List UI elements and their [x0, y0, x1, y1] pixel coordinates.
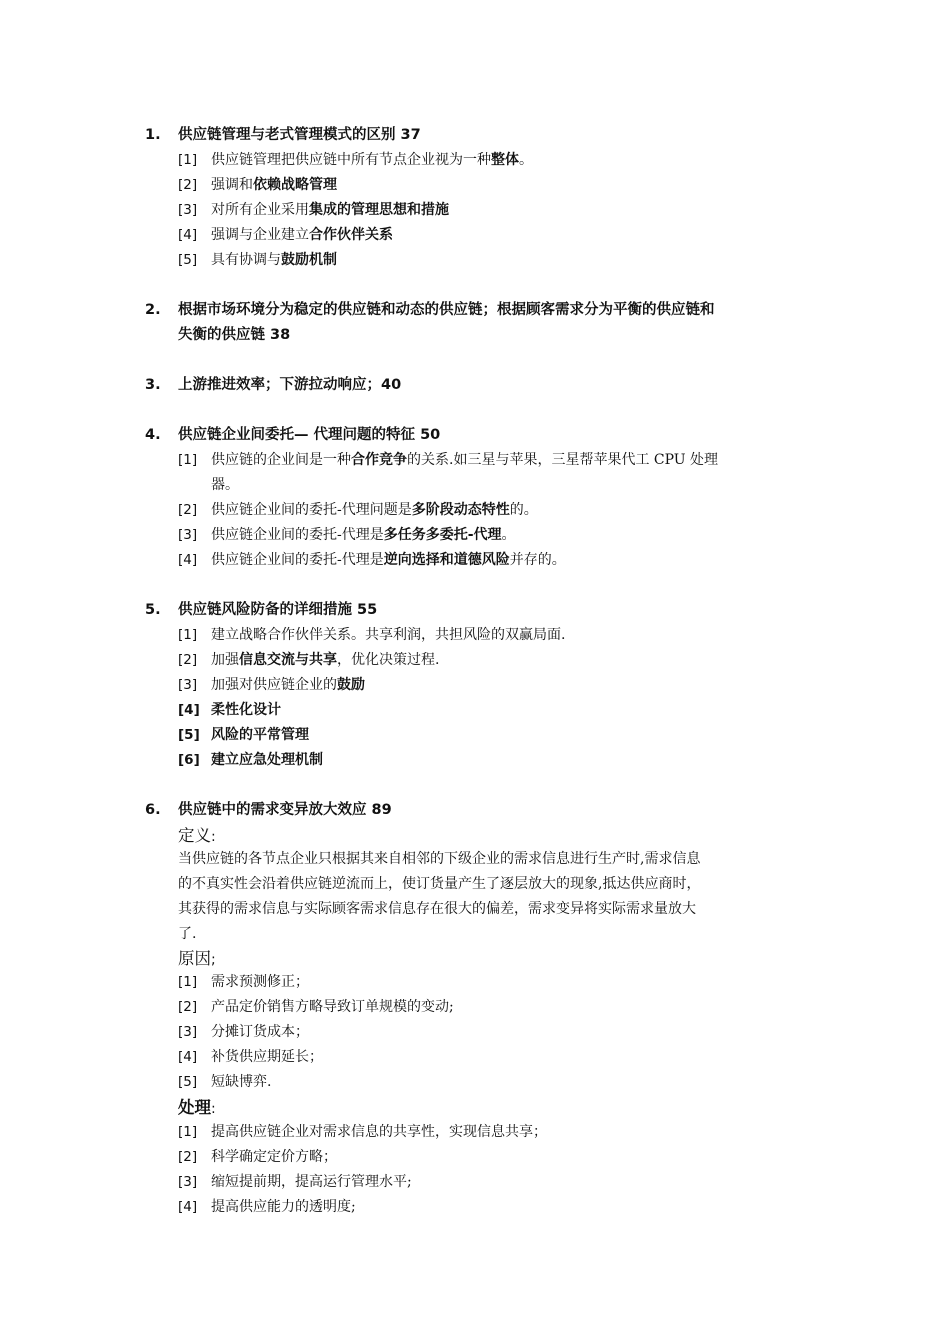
definition-line: 其获得的需求信息与实际顾客需求信息存在很大的偏差，需求变异将实际需求量放大 [178, 901, 696, 917]
section-number: 6. [145, 802, 161, 818]
item-index: [3] [178, 527, 198, 543]
item-text: 柔性化设计 [211, 702, 281, 718]
handling-label: 处理: [178, 1098, 216, 1117]
item-text: 器。 [211, 477, 239, 493]
item-text: 对所有企业采用集成的管理思想和措施 [211, 202, 449, 218]
item-text: 供应链企业间的委托-代理问题是多阶段动态特性的。 [211, 502, 538, 518]
causes-label: 原因; [178, 949, 216, 968]
item-index: [1] [178, 152, 198, 168]
item-index: [1] [178, 627, 198, 643]
item-text: 供应链企业间的委托-代理是多任务多委托-代理。 [211, 527, 516, 543]
section-title: 供应链风险防备的详细措施 55 [178, 602, 378, 618]
document-page: 1. 供应链管理与老式管理模式的区别 37 [1] 供应链管理把供应链中所有节点企业视为一种整体。 [2] 强调和依赖战略管理 [3] 对所有企业采用集成的管理思想和措施 [4] 强调与企业建立合作伙伴关系 [5] 具有协调与鼓励机制 2. 根据市场环境分为稳定的供应链和动态的供应链；根据顾客需求分为平衡的供应链和 失衡的供应链 38 3. 上游推进效率；下游拉动响应；40 4. 供应链企业间委托— 代理问题的特征 50 [1] 供应链的企业间是一种合作竞争的关系.如三星与苹果，三星帮苹果代工 CPU 处理 器。 [2] 供应链企业间的委托-代理问题是多阶段动态特性的。 [3] 供应链企业间的委托-代理是多任务多委托-代理。 [4] 供应链企业间的委托-代理是逆向选择和道德风险并存的。 5. 供应链风险防备的详细措施 55 [1] 建立战略合作伙伴关系。共享利润，共担风险的双赢局面. [2] 加强信息交流与共享，优化决策过程. [3] 加强对供应链企业的鼓励 [4] 柔性化设计 [5] 风险的平常管理 [6] 建立应急处理机制 6. 供应链中的需求变异放大效应 89 定义: 当供应链的各节点企业只根据其来自相邻的下级企业的需求信息进行生产时,需求信息 的不真实性会沿着供应链逆流而上，使订货量产生了逐层放大的现象,抵达供应商时， 其获得的需求信息与实际顾客需求信息存在很大的偏差，需求变异将实际需求量放大 了. 原因; [1] 需求预测修正； [2] 产品定价销售方略导致订单规模的变动; [3] 分摊订货成本； [4] 补货供应期延长； [5] 短缺博弈. 处理: [1] 提高供应链企业对需求信息的共享性，实现信息共享； [2] 科学确定定价方略； [3] 缩短提前期，提高运行管理水平; [4] 提高供应能力的透明度; [0, 0, 950, 1344]
item-text: 加强信息交流与共享，优化决策过程. [211, 652, 440, 668]
section-number: 1. [145, 127, 161, 143]
definition-line: 当供应链的各节点企业只根据其来自相邻的下级企业的需求信息进行生产时,需求信息 [178, 851, 701, 867]
item-text: 建立战略合作伙伴关系。共享利润，共担风险的双赢局面. [211, 627, 566, 643]
item-index: [2] [178, 177, 198, 193]
item-text: 供应链管理把供应链中所有节点企业视为一种整体。 [211, 152, 533, 168]
section-title-line-1: 根据市场环境分为稳定的供应链和动态的供应链；根据顾客需求分为平衡的供应链和 [178, 302, 715, 318]
section-title: 供应链中的需求变异放大效应 89 [178, 802, 392, 818]
section-title: 供应链企业间委托— 代理问题的特征 50 [178, 427, 441, 443]
section-title: 供应链管理与老式管理模式的区别 37 [178, 127, 421, 143]
item-text: 供应链企业间的委托-代理是逆向选择和道德风险并存的。 [211, 552, 566, 568]
item-index: [5] [178, 727, 200, 743]
item-index: [2] [178, 502, 198, 518]
item-index: [3] [178, 677, 198, 693]
item-index: [4] [178, 227, 198, 243]
item-text: 供应链的企业间是一种合作竞争的关系.如三星与苹果，三星帮苹果代工 CPU 处理 [211, 452, 719, 468]
item-text: 强调和依赖战略管理 [211, 177, 337, 193]
section-number: 4. [145, 427, 161, 443]
definition-label: 定义: [178, 826, 216, 845]
item-text: 建立应急处理机制 [211, 752, 323, 768]
item-index: [4] [178, 552, 198, 568]
section-title-line-2: 失衡的供应链 38 [178, 327, 291, 343]
item-index: [3] [178, 202, 198, 218]
item-index: [4] [178, 702, 200, 718]
section-number: 3. [145, 377, 161, 393]
section-number: 2. [145, 302, 161, 318]
item-index: [1] [178, 452, 198, 468]
section-number: 5. [145, 602, 161, 618]
item-index: [5] [178, 252, 198, 268]
item-text: 强调与企业建立合作伙伴关系 [211, 227, 393, 243]
item-text: 风险的平常管理 [211, 727, 309, 743]
item-index: [6] [178, 752, 200, 768]
definition-line: 了. [178, 926, 197, 942]
item-text: 加强对供应链企业的鼓励 [211, 677, 365, 693]
item-text: 具有协调与鼓励机制 [211, 252, 337, 268]
definition-line: 的不真实性会沿着供应链逆流而上，使订货量产生了逐层放大的现象,抵达供应商时， [178, 876, 701, 892]
section-title: 上游推进效率；下游拉动响应；40 [178, 377, 402, 393]
item-index: [2] [178, 652, 198, 668]
